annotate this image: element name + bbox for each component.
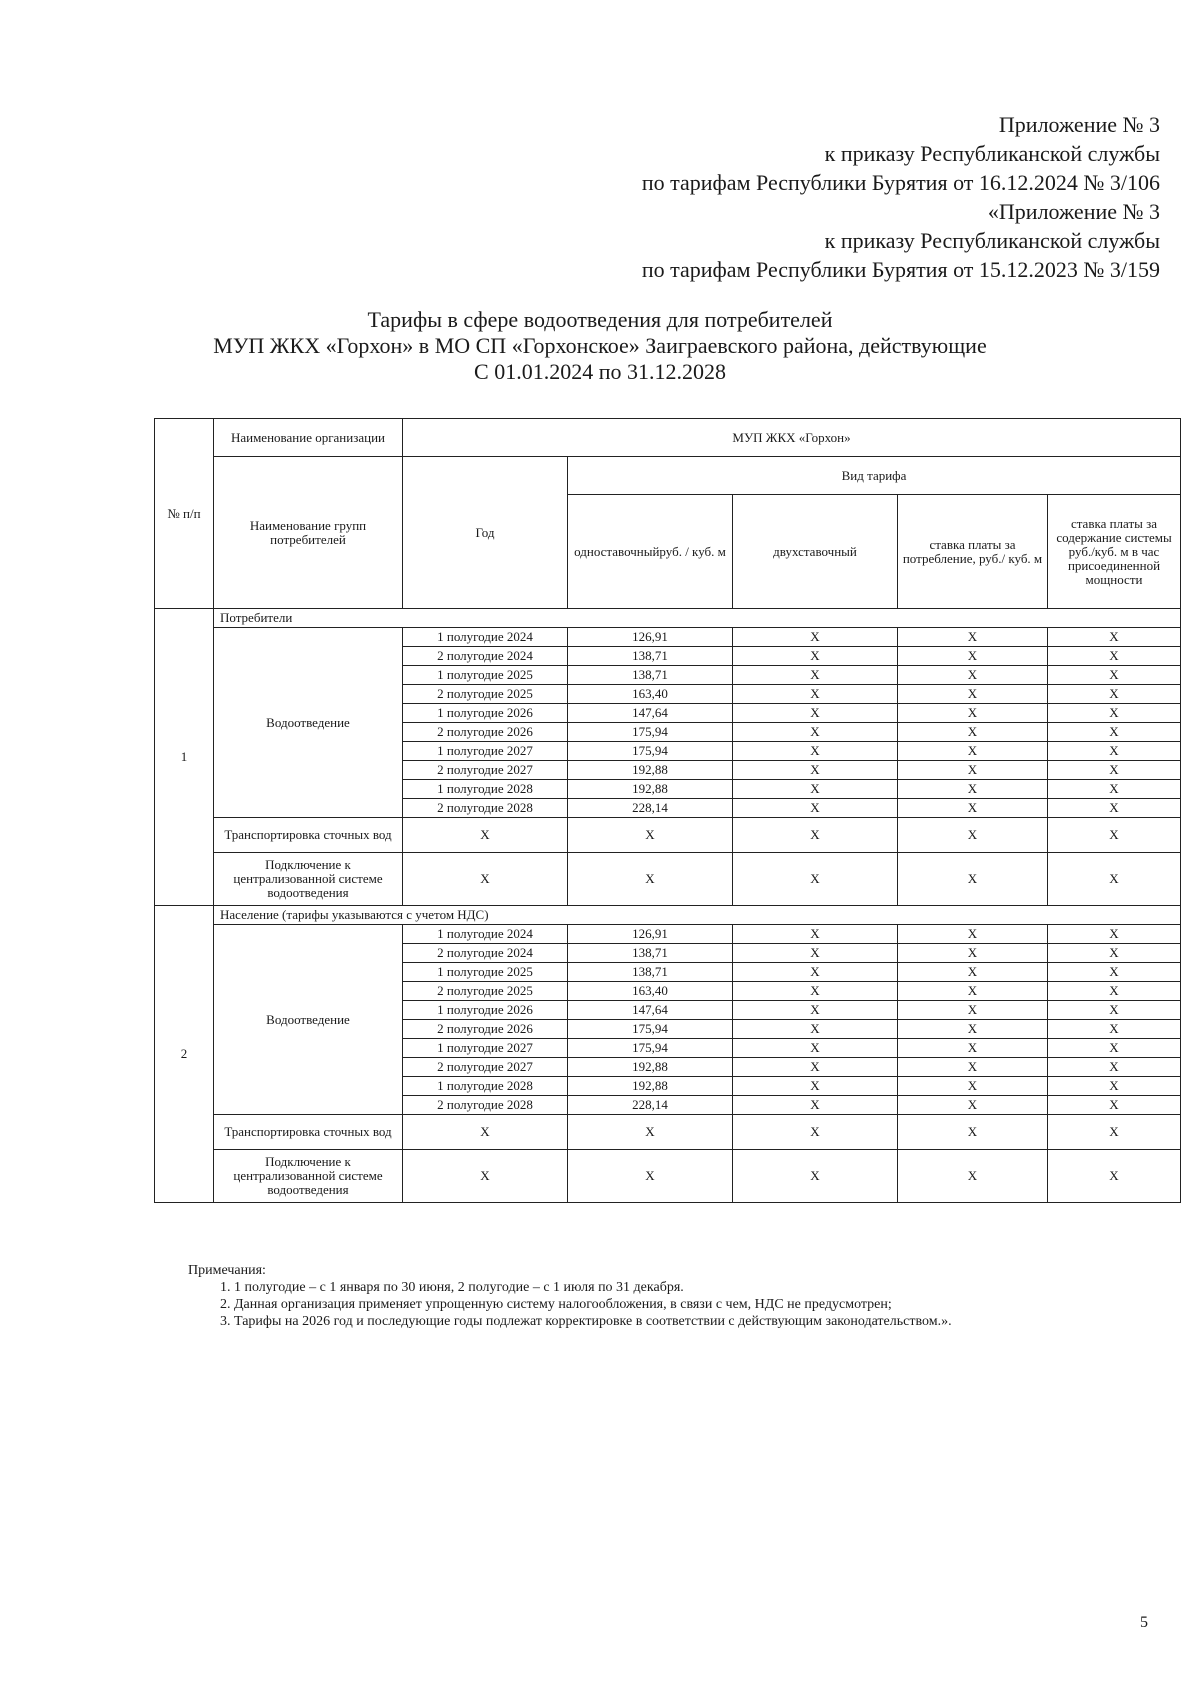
maintenance-cell: X (1048, 1020, 1181, 1039)
consumption-cell: X (898, 1096, 1048, 1115)
header-col-maintenance: ставка платы за содержание системы руб./куб. м в час присоединенной мощности (1048, 495, 1181, 609)
transport-label: Транспортировка сточных вод (214, 818, 403, 853)
connection-two-cell: X (733, 853, 898, 906)
connection-year-cell: X (403, 1150, 568, 1203)
transport-row (155, 1115, 1181, 1150)
consumption-cell: X (898, 963, 1048, 982)
period-cell: 2 полугодие 2025 (403, 685, 568, 704)
two-part-cell: X (733, 1020, 898, 1039)
two-part-cell: X (733, 963, 898, 982)
maintenance-cell: X (1048, 1058, 1181, 1077)
period-cell: 1 полугодие 2027 (403, 742, 568, 761)
transport-cons-cell: X (898, 818, 1048, 853)
consumption-cell: X (898, 982, 1048, 1001)
connection-single-cell: X (568, 1150, 733, 1203)
single-rate-cell: 175,94 (568, 1039, 733, 1058)
maintenance-cell: X (1048, 1039, 1181, 1058)
transport-cons-cell: X (898, 1115, 1048, 1150)
header-year-label: Год (403, 457, 568, 609)
appendix-line: Приложение № 3 (998, 112, 1160, 137)
single-rate-cell: 147,64 (568, 1001, 733, 1020)
notes-intro: Примечания: (188, 1263, 266, 1278)
appendix-line: по тарифам Республики Бурятия от 15.12.2023 № 3/159 (641, 257, 1160, 282)
note-item: 2. Данная организация применяет упрощенную систему налогообложения, в связи с чем, НДС не предусмотрен; (220, 1297, 892, 1312)
single-rate-cell: 228,14 (568, 799, 733, 818)
single-rate-cell: 138,71 (568, 666, 733, 685)
transport-two-cell: X (733, 818, 898, 853)
connection-row (155, 1150, 1181, 1203)
header-col-two-part: двухставочный (733, 495, 898, 609)
single-rate-cell: 175,94 (568, 1020, 733, 1039)
single-rate-cell: 175,94 (568, 723, 733, 742)
period-cell: 2 полугодие 2027 (403, 761, 568, 780)
title-line: Тарифы в сфере водоотведения для потребителей (367, 307, 833, 332)
two-part-cell: X (733, 666, 898, 685)
period-cell: 2 полугодие 2024 (403, 944, 568, 963)
appendix-line: к приказу Республиканской службы (824, 141, 1160, 166)
maintenance-cell: X (1048, 761, 1181, 780)
connection-single-cell: X (568, 853, 733, 906)
two-part-cell: X (733, 704, 898, 723)
single-rate-cell: 138,71 (568, 944, 733, 963)
connection-two-cell: X (733, 1150, 898, 1203)
two-part-cell: X (733, 685, 898, 704)
two-part-cell: X (733, 799, 898, 818)
consumption-cell: X (898, 1001, 1048, 1020)
maintenance-cell: X (1048, 1096, 1181, 1115)
period-cell: 1 полугодие 2026 (403, 1001, 568, 1020)
maintenance-cell: X (1048, 704, 1181, 723)
section-num: 2 (155, 906, 214, 1203)
page-number: 5 (1140, 1614, 1148, 1631)
maintenance-cell: X (1048, 944, 1181, 963)
section-num: 1 (155, 609, 214, 906)
two-part-cell: X (733, 761, 898, 780)
consumption-cell: X (898, 780, 1048, 799)
connection-label: Подключение к централизованной системе водоотведения (214, 853, 403, 906)
connection-row (155, 853, 1181, 906)
title-line: МУП ЖКХ «Горхон» в МО СП «Горхонское» Заиграевского района, действующие (213, 333, 987, 358)
period-cell: 2 полугодие 2028 (403, 1096, 568, 1115)
group-label: Потребители (214, 609, 1181, 628)
single-rate-cell: 192,88 (568, 1058, 733, 1077)
transport-single-cell: X (568, 818, 733, 853)
consumption-cell: X (898, 1039, 1048, 1058)
maintenance-cell: X (1048, 925, 1181, 944)
period-cell: 1 полугодие 2025 (403, 666, 568, 685)
consumption-cell: X (898, 799, 1048, 818)
single-rate-cell: 147,64 (568, 704, 733, 723)
service-label: Водоотведение (214, 628, 403, 818)
group-row (155, 906, 1181, 925)
header-org-name-label: Наименование организации (214, 419, 403, 457)
two-part-cell: X (733, 982, 898, 1001)
single-rate-cell: 192,88 (568, 761, 733, 780)
note-item: 3. Тарифы на 2026 год и последующие годы подлежат корректировке в соответствии с действующим законодательством.». (220, 1314, 952, 1329)
maintenance-cell: X (1048, 666, 1181, 685)
connection-maint-cell: X (1048, 853, 1181, 906)
transport-label: Транспортировка сточных вод (214, 1115, 403, 1150)
transport-year-cell: X (403, 818, 568, 853)
transport-two-cell: X (733, 1115, 898, 1150)
period-cell: 1 полугодие 2026 (403, 704, 568, 723)
consumption-cell: X (898, 704, 1048, 723)
transport-single-cell: X (568, 1115, 733, 1150)
document-title (0, 307, 1200, 385)
two-part-cell: X (733, 723, 898, 742)
two-part-cell: X (733, 628, 898, 647)
service-label: Водоотведение (214, 925, 403, 1115)
transport-maint-cell: X (1048, 1115, 1181, 1150)
notes (190, 1262, 1170, 1330)
maintenance-cell: X (1048, 963, 1181, 982)
single-rate-cell: 126,91 (568, 925, 733, 944)
two-part-cell: X (733, 647, 898, 666)
consumption-cell: X (898, 1058, 1048, 1077)
period-cell: 1 полугодие 2024 (403, 925, 568, 944)
two-part-cell: X (733, 925, 898, 944)
transport-maint-cell: X (1048, 818, 1181, 853)
consumption-cell: X (898, 925, 1048, 944)
consumption-cell: X (898, 628, 1048, 647)
maintenance-cell: X (1048, 628, 1181, 647)
header-col-consumption: ставка платы за потребление, руб./ куб. м (898, 495, 1048, 609)
header-tariff-type: Вид тарифа (568, 457, 1181, 495)
consumption-cell: X (898, 723, 1048, 742)
transport-row (155, 818, 1181, 853)
tariff-table (154, 418, 1181, 1203)
maintenance-cell: X (1048, 742, 1181, 761)
note-item: 1. 1 полугодие – с 1 января по 30 июня, 2 полугодие – с 1 июля по 31 декабря. (220, 1280, 684, 1295)
period-cell: 2 полугодие 2028 (403, 799, 568, 818)
single-rate-cell: 138,71 (568, 963, 733, 982)
single-rate-cell: 175,94 (568, 742, 733, 761)
header-org-name: МУП ЖКХ «Горхон» (403, 419, 1181, 457)
consumption-cell: X (898, 666, 1048, 685)
maintenance-cell: X (1048, 685, 1181, 704)
consumption-cell: X (898, 761, 1048, 780)
two-part-cell: X (733, 1039, 898, 1058)
period-cell: 2 полугодие 2026 (403, 723, 568, 742)
connection-cons-cell: X (898, 853, 1048, 906)
group-label: Население (тарифы указываются с учетом НДС) (214, 906, 1181, 925)
maintenance-cell: X (1048, 1077, 1181, 1096)
period-cell: 2 полугодие 2027 (403, 1058, 568, 1077)
single-rate-cell: 163,40 (568, 982, 733, 1001)
single-rate-cell: 192,88 (568, 1077, 733, 1096)
header-col-single: одноставочныйруб. / куб. м (568, 495, 733, 609)
table-row (155, 925, 1181, 944)
maintenance-cell: X (1048, 780, 1181, 799)
title-line: С 01.01.2024 по 31.12.2028 (474, 359, 726, 384)
period-cell: 1 полугодие 2025 (403, 963, 568, 982)
appendix-header (642, 110, 1160, 284)
period-cell: 1 полугодие 2028 (403, 780, 568, 799)
two-part-cell: X (733, 1058, 898, 1077)
period-cell: 2 полугодие 2024 (403, 647, 568, 666)
two-part-cell: X (733, 1001, 898, 1020)
maintenance-cell: X (1048, 799, 1181, 818)
consumption-cell: X (898, 742, 1048, 761)
connection-year-cell: X (403, 853, 568, 906)
single-rate-cell: 192,88 (568, 780, 733, 799)
single-rate-cell: 228,14 (568, 1096, 733, 1115)
appendix-line: по тарифам Республики Бурятия от 16.12.2024 № 3/106 (641, 170, 1160, 195)
appendix-line: «Приложение № 3 (987, 199, 1160, 224)
maintenance-cell: X (1048, 647, 1181, 666)
two-part-cell: X (733, 1096, 898, 1115)
period-cell: 2 полугодие 2026 (403, 1020, 568, 1039)
connection-cons-cell: X (898, 1150, 1048, 1203)
period-cell: 1 полугодие 2024 (403, 628, 568, 647)
period-cell: 1 полугодие 2028 (403, 1077, 568, 1096)
consumption-cell: X (898, 944, 1048, 963)
consumption-cell: X (898, 685, 1048, 704)
two-part-cell: X (733, 944, 898, 963)
consumption-cell: X (898, 1077, 1048, 1096)
transport-year-cell: X (403, 1115, 568, 1150)
two-part-cell: X (733, 742, 898, 761)
connection-maint-cell: X (1048, 1150, 1181, 1203)
two-part-cell: X (733, 1077, 898, 1096)
maintenance-cell: X (1048, 723, 1181, 742)
single-rate-cell: 163,40 (568, 685, 733, 704)
header-num: № п/п (155, 419, 214, 609)
period-cell: 1 полугодие 2027 (403, 1039, 568, 1058)
table-row (155, 628, 1181, 647)
consumption-cell: X (898, 1020, 1048, 1039)
appendix-line: к приказу Республиканской службы (824, 228, 1160, 253)
two-part-cell: X (733, 780, 898, 799)
period-cell: 2 полугодие 2025 (403, 982, 568, 1001)
single-rate-cell: 138,71 (568, 647, 733, 666)
consumption-cell: X (898, 647, 1048, 666)
header-groups-label: Наименование групп потребителей (214, 457, 403, 609)
maintenance-cell: X (1048, 1001, 1181, 1020)
single-rate-cell: 126,91 (568, 628, 733, 647)
maintenance-cell: X (1048, 982, 1181, 1001)
group-row (155, 609, 1181, 628)
connection-label: Подключение к централизованной системе водоотведения (214, 1150, 403, 1203)
